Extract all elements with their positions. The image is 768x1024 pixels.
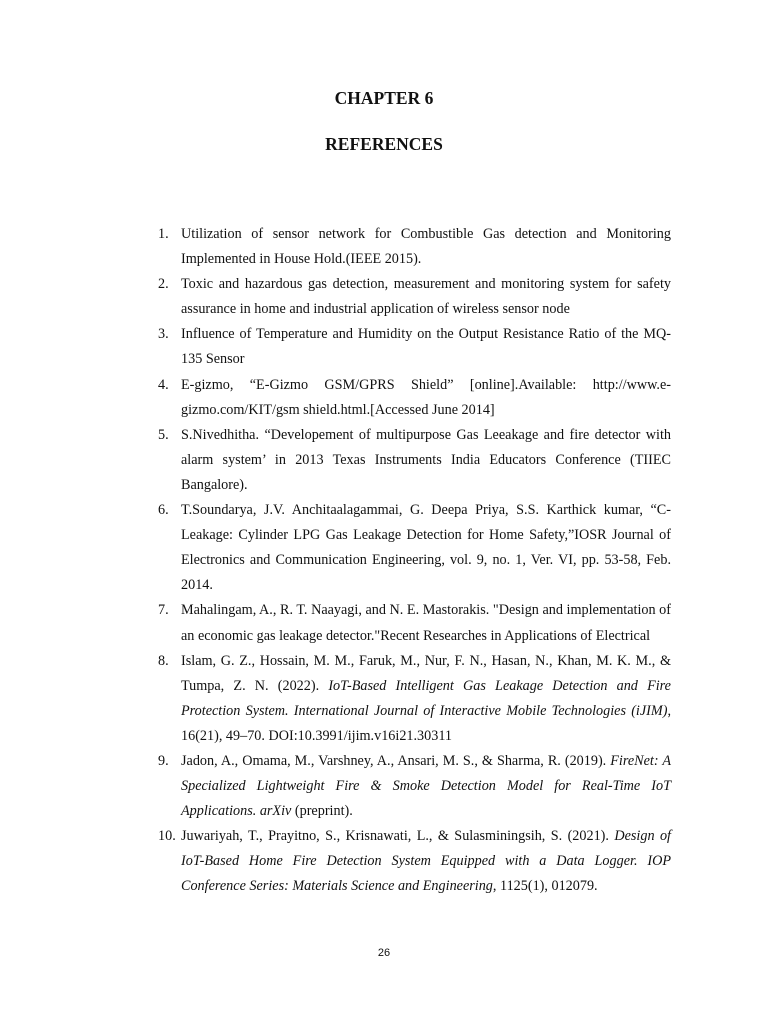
reference-number: 1. xyxy=(158,226,169,242)
reference-item xyxy=(158,272,671,322)
reference-title-italic: FireNet: A Specialized Lightweight Fire & Smoke Detection Model for Real-Time IoT Applications. arXiv xyxy=(181,752,671,820)
reference-text xyxy=(181,226,671,267)
reference-number: 5. xyxy=(158,426,169,443)
reference-text-segment: S.Nivedhitha. “Developement of multipurpose Gas Leeakage and fire detector with alarm system’ in 2013 Texas Instruments India Educators Conference (TIIEC Bangalore). xyxy=(181,426,671,493)
reference-number: 10. xyxy=(158,828,176,845)
reference-title-italic: IoT-Based Intelligent Gas Leakage Detection and Fire Protection System. International Journal of Interactive Mobile Technologies (iJIM) xyxy=(181,677,671,719)
reference-item xyxy=(158,322,671,372)
reference-text xyxy=(181,427,671,493)
chapter-heading: CHAPTER 6 xyxy=(334,88,434,108)
reference-text-segment: , 16(21), 49–70. DOI:10.3991/ijim.v16i21.30311 xyxy=(181,702,671,744)
reference-text-segment: T.Soundarya, J.V. Anchitaalagammai, G. Deepa Priya, S.S. Karthick kumar, “C-Leakage: Cylinder LPG Gas Leakage Detection for Home Safety,”IOSR Journal of Electronics and Communication Engineering, vol. 9, no. 1, Ver. VI, pp. 53-58, Feb. 2014. xyxy=(181,502,671,594)
reference-text xyxy=(181,276,671,317)
reference-item xyxy=(158,749,671,824)
reference-item xyxy=(158,222,671,272)
reference-number: 2. xyxy=(158,276,169,293)
reference-number: 9. xyxy=(158,752,169,769)
reference-text xyxy=(181,602,671,643)
reference-text-segment: Juwariyah, T., Prayitno, S., Krisnawati, L., & Sulasminingsih, S. (2021). xyxy=(181,828,615,845)
reference-text xyxy=(181,828,671,894)
reference-number: 8. xyxy=(158,652,169,669)
reference-text xyxy=(181,653,671,744)
reference-title-italic: Design of IoT-Based Home Fire Detection System Equipped with a Data Logger. IOP Conference Series: Materials Science and Engineering xyxy=(181,828,671,895)
reference-text xyxy=(181,326,671,367)
reference-item xyxy=(158,649,671,749)
reference-item xyxy=(158,824,671,899)
reference-text-segment: Influence of Temperature and Humidity on the Output Resistance Ratio of the MQ-135 Sensor xyxy=(181,326,671,368)
reference-number: 7. xyxy=(158,602,169,619)
reference-text-segment: (preprint). xyxy=(291,803,353,820)
reference-text-segment: Jadon, A., Omama, M., Varshney, A., Ansari, M. S., & Sharma, R. (2019). xyxy=(181,752,611,769)
reference-item xyxy=(158,373,671,423)
page-number: 26 xyxy=(377,947,391,959)
reference-number: 4. xyxy=(158,376,169,393)
reference-list xyxy=(158,222,671,900)
references-heading: REFERENCES xyxy=(325,134,443,154)
reference-text-segment: E-gizmo, “E-Gizmo GSM/GPRS Shield” [online].Available: http://www.e-gizmo.com/KIT/gsm shield.html.[Accessed June 2014] xyxy=(181,376,671,418)
reference-text-segment: , 1125(1), 012079. xyxy=(492,878,598,895)
reference-item xyxy=(158,598,671,648)
reference-item xyxy=(158,423,671,498)
reference-text xyxy=(181,377,671,418)
reference-text-segment: Islam, G. Z., Hossain, M. M., Faruk, M., Nur, F. N., Hasan, N., Khan, M. K. M., & Tumpa, Z. N. (2022). xyxy=(181,652,671,694)
reference-text-segment: Utilization of sensor network for Combustible Gas detection and Monitoring Implemented in House Hold.(IEEE 2015). xyxy=(181,226,671,268)
reference-number: 3. xyxy=(158,326,169,343)
reference-text-segment: Mahalingam, A., R. T. Naayagi, and N. E. Mastorakis. "Design and implementation of an economic gas leakage detector."Recent Researches in Applications of Electrical xyxy=(181,602,671,644)
reference-text xyxy=(181,502,671,593)
reference-number: 6. xyxy=(158,502,169,519)
reference-text-segment: Toxic and hazardous gas detection, measurement and monitoring system for safety assurance in home and industrial application of wireless sensor node xyxy=(181,276,671,318)
reference-item xyxy=(158,498,671,598)
reference-text xyxy=(181,753,671,819)
